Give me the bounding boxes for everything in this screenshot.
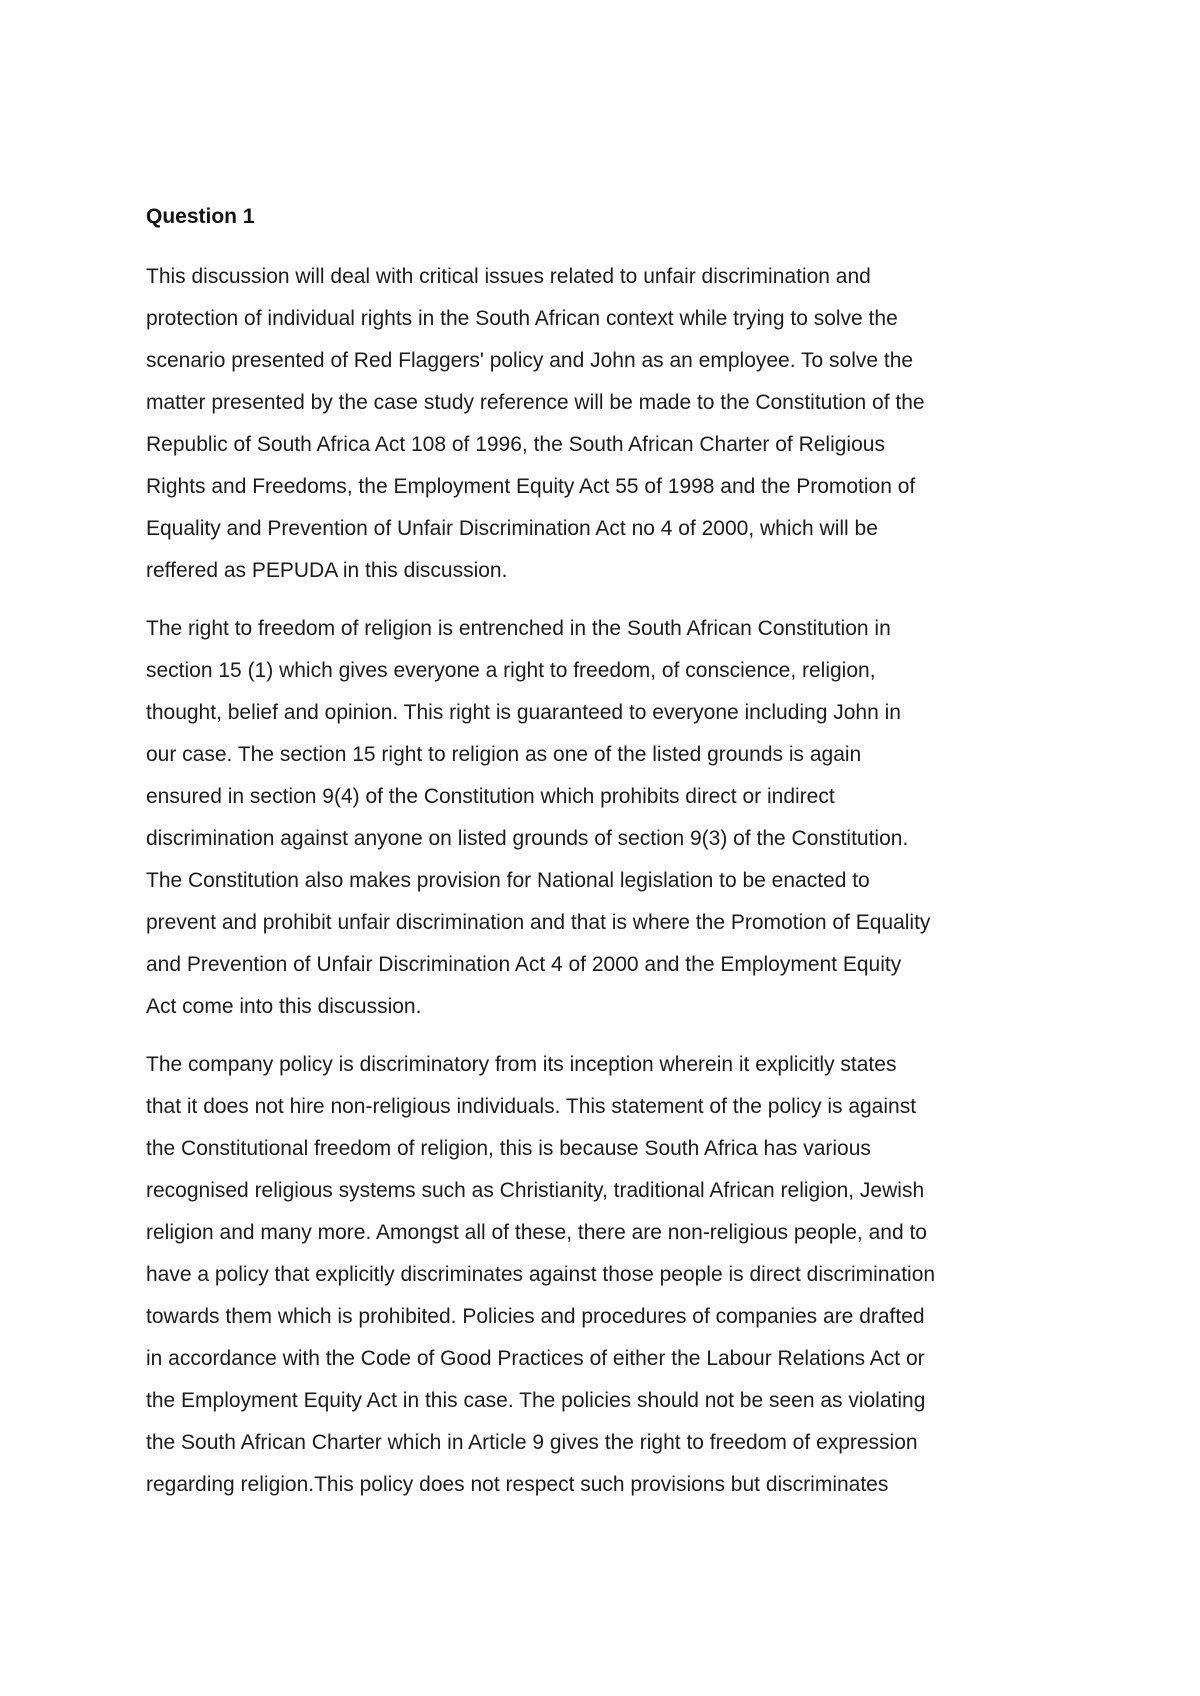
text-line: The company policy is discriminatory from its inception wherein it explicitly states xyxy=(146,1053,897,1076)
text-line: section 15 (1) which gives everyone a right to freedom, of conscience, religion, xyxy=(146,659,876,682)
text-line: The Constitution also makes provision for National legislation to be enacted to xyxy=(146,869,870,892)
question-heading: Question 1 xyxy=(146,205,255,228)
text-line: thought, belief and opinion. This right is guaranteed to everyone including John in xyxy=(146,701,901,724)
text-line: This discussion will deal with critical issues related to unfair discrimination and xyxy=(146,265,871,288)
text-line: that it does not hire non-religious individuals. This statement of the policy is against xyxy=(146,1095,917,1118)
document-body xyxy=(146,202,1066,1522)
text-line: Republic of South Africa Act 108 of 1996, the South African Charter of Religious xyxy=(146,433,885,456)
text-line: reffered as PEPUDA in this discussion. xyxy=(146,559,508,582)
text-line: prevent and prohibit unfair discrimination and that is where the Promotion of Equality xyxy=(146,911,931,934)
text-line: and Prevention of Unfair Discrimination Act 4 of 2000 and the Employment Equity xyxy=(146,953,902,976)
text-line: Act come into this discussion. xyxy=(146,995,422,1018)
paragraph-introduction xyxy=(146,256,1066,592)
text-line: Equality and Prevention of Unfair Discrimination Act no 4 of 2000, which will be xyxy=(146,517,878,540)
text-line: matter presented by the case study reference will be made to the Constitution of the xyxy=(146,391,925,414)
paragraph-freedom-of-religion xyxy=(146,608,1066,1028)
text-line: scenario presented of Red Flaggers' policy and John as an employee. To solve the xyxy=(146,349,914,372)
text-line: in accordance with the Code of Good Practices of either the Labour Relations Act or xyxy=(146,1347,925,1370)
text-line: towards them which is prohibited. Policies and procedures of companies are drafted xyxy=(146,1305,925,1328)
text-line: ensured in section 9(4) of the Constitution which prohibits direct or indirect xyxy=(146,785,835,808)
text-line: Rights and Freedoms, the Employment Equity Act 55 of 1998 and the Promotion of xyxy=(146,475,916,498)
text-line: the South African Charter which in Article 9 gives the right to freedom of expression xyxy=(146,1431,918,1454)
text-line: the Constitutional freedom of religion, this is because South Africa has various xyxy=(146,1137,871,1160)
text-line: have a policy that explicitly discriminates against those people is direct discrimination xyxy=(146,1263,936,1286)
text-line: protection of individual rights in the South African context while trying to solve the xyxy=(146,307,898,330)
text-line: regarding religion.This policy does not respect such provisions but discriminates xyxy=(146,1473,889,1496)
text-line: The right to freedom of religion is entrenched in the South African Constitution in xyxy=(146,617,891,640)
text-line: the Employment Equity Act in this case. The policies should not be seen as violating xyxy=(146,1389,926,1412)
text-line: recognised religious systems such as Christianity, traditional African religion, Jewish xyxy=(146,1179,925,1202)
paragraph-company-policy xyxy=(146,1044,1066,1506)
text-line: discrimination against anyone on listed grounds of section 9(3) of the Constitution. xyxy=(146,827,909,850)
text-line: our case. The section 15 right to religion as one of the listed grounds is again xyxy=(146,743,862,766)
text-line: religion and many more. Amongst all of these, there are non-religious people, and to xyxy=(146,1221,927,1244)
